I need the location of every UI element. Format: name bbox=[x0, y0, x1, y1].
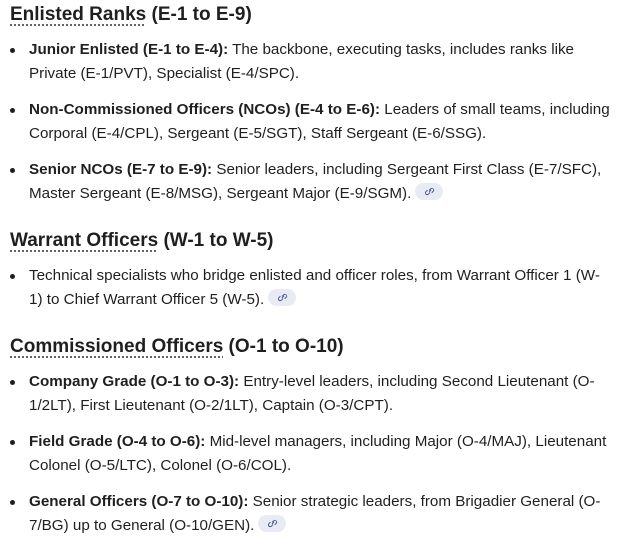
item-text-line2: Corporal (E-4/CPL), Sergeant (E-5/SGT), Staff Sergeant (E-6/SSG). bbox=[29, 125, 487, 142]
item-lead: Junior Enlisted (E-1 to E-4): bbox=[29, 41, 229, 58]
section-heading-warrant bbox=[10, 229, 274, 253]
item-lead: Field Grade (O-4 to O-6): bbox=[29, 433, 206, 450]
item-lead: Company Grade (O-1 to O-3): bbox=[29, 373, 240, 390]
bullet-dot bbox=[10, 440, 15, 445]
item-text-line2: Private (E-1/PVT), Specialist (E-4/SPC). bbox=[29, 65, 300, 82]
list-item-company-grade bbox=[29, 370, 629, 418]
list-item-general-officers bbox=[29, 490, 629, 538]
list-item-warrant-officers bbox=[29, 264, 629, 312]
bullet-dot bbox=[10, 380, 15, 385]
source-link-chip[interactable] bbox=[258, 515, 286, 532]
bullet-dot bbox=[10, 274, 15, 279]
section-heading-enlisted bbox=[10, 3, 252, 27]
list-item-junior-enlisted bbox=[29, 38, 629, 86]
item-text-line1: Entry-level leaders, including Second Lieutenant (O- bbox=[239, 373, 595, 390]
item-text-line1: Mid-level managers, including Major (O-4/MAJ), Lieutenant bbox=[205, 433, 607, 450]
bullet-dot bbox=[10, 108, 15, 113]
item-text-line1: Senior leaders, including Sergeant First Class (E-7/SFC), bbox=[212, 161, 602, 178]
item-text-line1: The backbone, executing tasks, includes ranks like bbox=[228, 41, 574, 58]
list-item-field-grade bbox=[29, 430, 629, 478]
link-icon bbox=[267, 518, 278, 529]
item-text-line2: 1) to Chief Warrant Officer 5 (W-5). bbox=[29, 291, 265, 308]
item-lead: Non-Commissioned Officers (NCOs) (E-4 to E-6): bbox=[29, 101, 381, 118]
link-icon bbox=[277, 292, 288, 303]
list-item-senior-ncos bbox=[29, 158, 629, 206]
source-link-chip[interactable] bbox=[268, 289, 296, 306]
item-lead: General Officers (O-7 to O-10): bbox=[29, 493, 249, 510]
item-text-line1: Technical specialists who bridge enlisted and officer roles, from Warrant Officer 1 (W- bbox=[29, 267, 600, 284]
list-item-ncos bbox=[29, 98, 629, 146]
heading-term-commissioned[interactable]: Commissioned Officers bbox=[10, 336, 224, 357]
heading-term-enlisted[interactable]: Enlisted Ranks bbox=[10, 4, 147, 25]
heading-range-warrant: (W-1 to W-5) bbox=[158, 230, 274, 251]
item-text-line1: Leaders of small teams, including bbox=[380, 101, 610, 118]
bullet-dot bbox=[10, 48, 15, 53]
link-icon bbox=[424, 186, 435, 197]
item-lead: Senior NCOs (E-7 to E-9): bbox=[29, 161, 213, 178]
item-text-line2: Master Sergeant (E-8/MSG), Sergeant Major (E-9/SGM). bbox=[29, 185, 412, 202]
source-link-chip[interactable] bbox=[415, 183, 443, 200]
bullet-dot bbox=[10, 500, 15, 505]
item-text-line1: Senior strategic leaders, from Brigadier General (O- bbox=[248, 493, 601, 510]
item-text-line2: 7/BG) up to General (O-10/GEN). bbox=[29, 517, 255, 534]
heading-range-enlisted: (E-1 to E-9) bbox=[146, 4, 252, 25]
heading-range-commissioned: (O-1 to O-10) bbox=[223, 336, 344, 357]
bullet-dot bbox=[10, 168, 15, 173]
heading-term-warrant[interactable]: Warrant Officers bbox=[10, 230, 159, 251]
item-text-line2: 1/2LT), First Lieutenant (O-2/1LT), Captain (O-3/CPT). bbox=[29, 397, 394, 414]
item-text-line2: Colonel (O-5/LTC), Colonel (O-6/COL). bbox=[29, 457, 292, 474]
section-heading-commissioned bbox=[10, 335, 344, 359]
